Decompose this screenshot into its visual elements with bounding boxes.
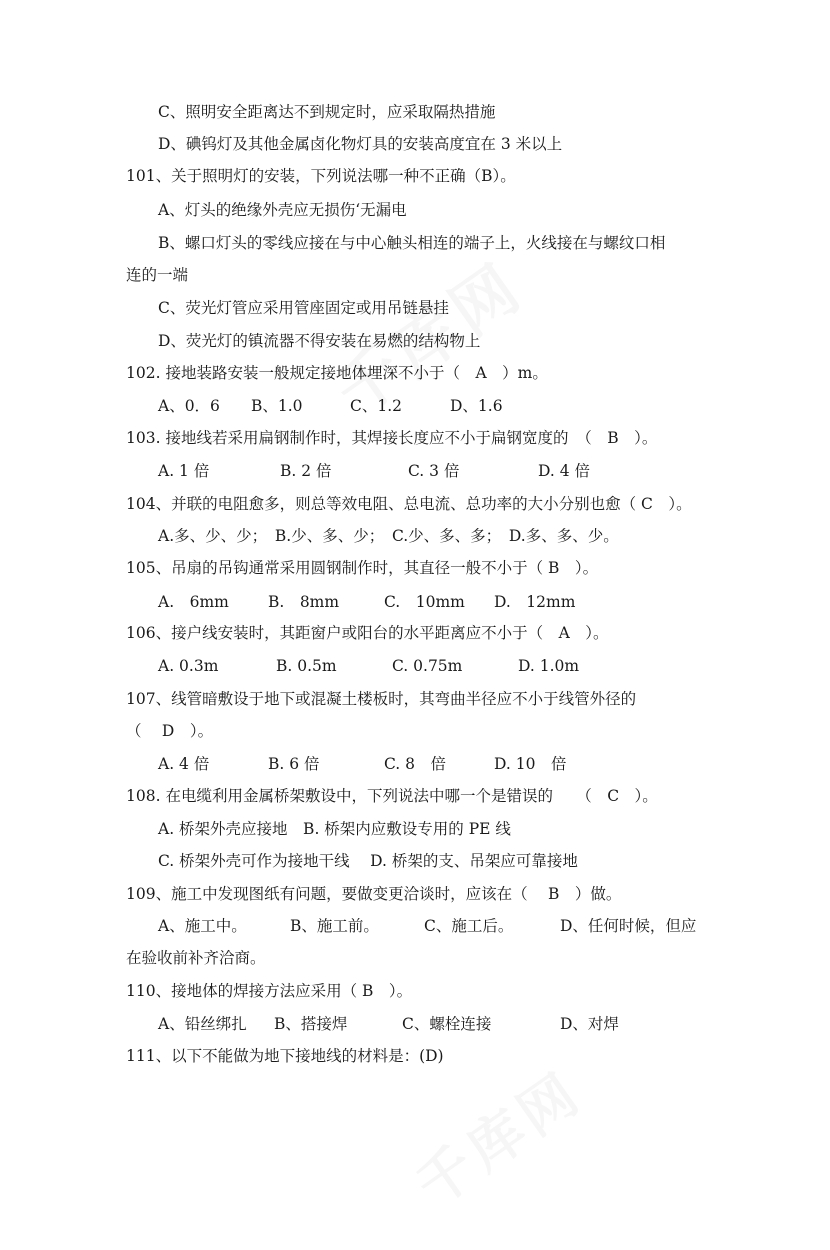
- option-c: C、施工后。: [424, 917, 514, 935]
- question-104: 104、并联的电阻愈多，则总等效电阻、总电流、总功率的大小分别也愈（ C ）。: [126, 495, 692, 513]
- option-b: B. 2 倍: [280, 462, 332, 480]
- option-line-continued: 连的一端: [126, 266, 189, 284]
- question-111: 111、以下不能做为地下接地线的材料是：(D): [126, 1047, 444, 1065]
- question-103: 103. 接地线若采用扁钢制作时，其焊接长度应不小于扁钢宽度的 （ B ）。: [126, 429, 658, 447]
- option-line: C. 桥架外壳可作为接地干线 D. 桥架的支、吊架应可靠接地: [158, 852, 578, 870]
- option-b: B. 8mm: [268, 593, 340, 611]
- option-b: B. 0.5m: [276, 657, 337, 675]
- option-line: A. 桥架外壳应接地 B. 桥架内应敷设专用的 PE 线: [158, 820, 511, 838]
- question-102: 102. 接地装路安装一般规定接地体埋深不小于（ A ）m。: [126, 364, 548, 382]
- option-d: D、对焊: [560, 1015, 619, 1033]
- question-107-continued: （ D ）。: [126, 722, 214, 740]
- option-line: B、螺口灯头的零线应接在与中心触头相连的端子上，火线接在与螺纹口相: [158, 234, 666, 252]
- option-c: C. 8 倍: [384, 755, 447, 773]
- option-a: A. 1 倍: [158, 462, 210, 480]
- question-110: 110、接地体的焊接方法应采用（ B ）。: [126, 982, 413, 1000]
- option-a: A. 6mm: [158, 593, 229, 611]
- option-c: C. 3 倍: [408, 462, 460, 480]
- option-a: A. 0.3m: [158, 657, 219, 675]
- option-d: D、1.6: [450, 397, 503, 415]
- question-107: 107、线管暗敷设于地下或混凝土楼板时，其弯曲半径应不小于线管外径的: [126, 690, 637, 708]
- option-d: D. 12mm: [494, 593, 576, 611]
- option-d: D. 10 倍: [494, 755, 567, 773]
- option-b: B、搭接焊: [274, 1015, 348, 1033]
- option-b: B. 6 倍: [268, 755, 320, 773]
- option-c: C、螺栓连接: [402, 1015, 492, 1033]
- question-101: 101、关于照明灯的安装，下列说法哪一种不正确（B）。: [126, 167, 516, 185]
- option-line: C、荧光灯管应采用管座固定或用吊链悬挂: [158, 299, 449, 317]
- option-line: D、碘钨灯及其他金属卤化物灯具的安装高度宜在 3 米以上: [158, 135, 563, 153]
- option-line: A、灯头的绝缘外壳应无损伤‘无漏电: [158, 201, 407, 219]
- option-c: C. 0.75m: [392, 657, 463, 675]
- option-line: D、荧光灯的镇流器不得安装在易燃的结构物上: [158, 332, 481, 350]
- question-108: 108. 在电缆利用金属桥架敷设中，下列说法中哪一个是错误的 （ C ）。: [126, 787, 658, 805]
- question-105: 105、吊扇的吊钩通常采用圆钢制作时，其直径一般不小于（ B ）。: [126, 559, 599, 577]
- option-c: C. 10mm: [384, 593, 465, 611]
- option-a: A、0．6: [158, 397, 220, 415]
- option-d: D. 4 倍: [538, 462, 591, 480]
- option-d: D、任何时候，但应: [560, 917, 697, 935]
- option-a: A、施工中。: [158, 917, 247, 935]
- option-a: A、铅丝绑扎: [158, 1015, 247, 1033]
- option-b: B、施工前。: [290, 917, 379, 935]
- option-d: D. 1.0m: [518, 657, 580, 675]
- option-line-continued: 在验收前补齐洽商。: [126, 949, 266, 967]
- option-c: C、1.2: [350, 397, 403, 415]
- option-b: B、1.0: [251, 397, 303, 415]
- option-line: C、照明安全距离达不到规定时，应采取隔热措施: [158, 103, 496, 121]
- question-106: 106、接户线安装时，其距窗户或阳台的水平距离应不小于（ A ）。: [126, 624, 609, 642]
- question-109: 109、施工中发现图纸有问题，要做变更洽谈时，应该在（ B ）做。: [126, 885, 622, 903]
- option-line: A.多、少、少； B.少、多、少； C.少、多、多； D.多、多、少。: [158, 527, 619, 545]
- option-a: A. 4 倍: [158, 755, 210, 773]
